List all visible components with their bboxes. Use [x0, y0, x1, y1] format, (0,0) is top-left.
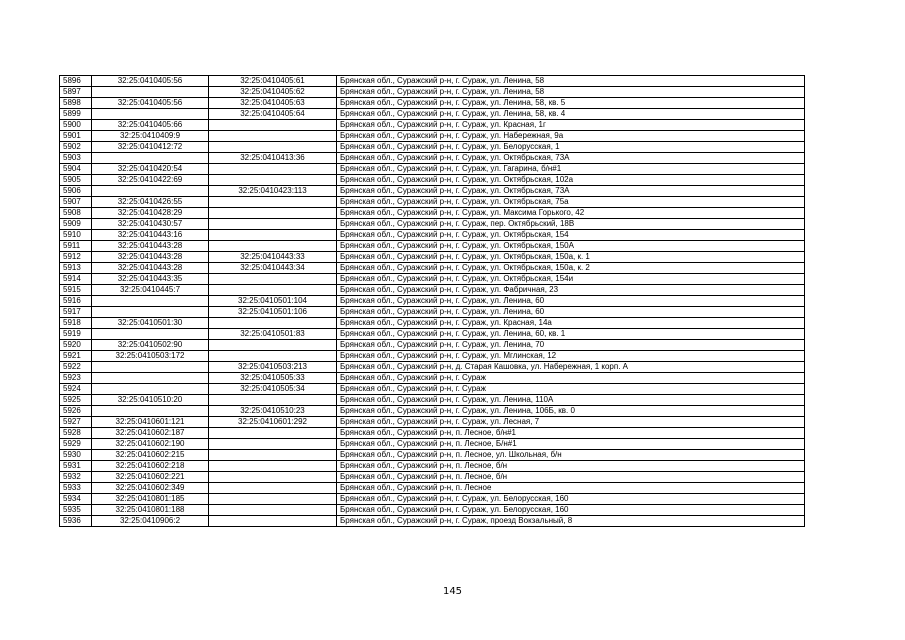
table-row: [60, 395, 805, 406]
parcel-cadastral-number-cell: 32:25:0410420:54: [92, 164, 209, 175]
parcel-cadastral-number-cell: 32:25:0410430:57: [92, 219, 209, 230]
address-cell: Брянская обл., Суражский р-н, г. Сураж, пер. Октябрьский, 18В: [337, 219, 805, 230]
row-number-cell: 5911: [60, 241, 92, 252]
building-cadastral-number-cell: [209, 505, 337, 516]
parcel-cadastral-number-cell: 32:25:0410405:66: [92, 120, 209, 131]
table-row: [60, 274, 805, 285]
row-number-cell: 5913: [60, 263, 92, 274]
row-number-cell: 5925: [60, 395, 92, 406]
table-row: [60, 439, 805, 450]
address-cell: Брянская обл., Суражский р-н, г. Сураж, ул. Лесная, 7: [337, 417, 805, 428]
table-row: [60, 87, 805, 98]
building-cadastral-number-cell: [209, 208, 337, 219]
parcel-cadastral-number-cell: 32:25:0410405:56: [92, 98, 209, 109]
row-number-cell: 5916: [60, 296, 92, 307]
row-number-cell: 5934: [60, 494, 92, 505]
building-cadastral-number-cell: [209, 472, 337, 483]
address-cell: Брянская обл., Суражский р-н, г. Сураж, ул. Октябрьская, 75а: [337, 197, 805, 208]
table-row: [60, 109, 805, 120]
parcel-cadastral-number-cell: 32:25:0410602:218: [92, 461, 209, 472]
parcel-cadastral-number-cell: [92, 296, 209, 307]
building-cadastral-number-cell: [209, 197, 337, 208]
building-cadastral-number-cell: [209, 274, 337, 285]
row-number-cell: 5903: [60, 153, 92, 164]
table-row: [60, 516, 805, 527]
building-cadastral-number-cell: [209, 428, 337, 439]
parcel-cadastral-number-cell: [92, 153, 209, 164]
building-cadastral-number-cell: [209, 450, 337, 461]
row-number-cell: 5910: [60, 230, 92, 241]
address-cell: Брянская обл., Суражский р-н, г. Сураж, ул. Октябрьская, 150А: [337, 241, 805, 252]
parcel-cadastral-number-cell: [92, 329, 209, 340]
building-cadastral-number-cell: [209, 494, 337, 505]
address-cell: Брянская обл., Суражский р-н, г. Сураж, ул. Максима Горького, 42: [337, 208, 805, 219]
parcel-cadastral-number-cell: 32:25:0410906:2: [92, 516, 209, 527]
building-cadastral-number-cell: 32:25:0410501:106: [209, 307, 337, 318]
row-number-cell: 5912: [60, 252, 92, 263]
table-row: [60, 241, 805, 252]
address-cell: Брянская обл., Суражский р-н, г. Сураж, ул. Октябрьская, 150а, к. 1: [337, 252, 805, 263]
building-cadastral-number-cell: [209, 340, 337, 351]
row-number-cell: 5898: [60, 98, 92, 109]
address-cell: Брянская обл., Суражский р-н, г. Сураж, ул. Гагарина, б/н#1: [337, 164, 805, 175]
table-row: [60, 406, 805, 417]
parcel-cadastral-number-cell: 32:25:0410443:28: [92, 241, 209, 252]
table-row: [60, 340, 805, 351]
row-number-cell: 5907: [60, 197, 92, 208]
address-cell: Брянская обл., Суражский р-н, г. Сураж, ул. Белорусская, 1: [337, 142, 805, 153]
address-cell: Брянская обл., Суражский р-н, п. Лесное, б/н: [337, 461, 805, 472]
address-cell: Брянская обл., Суражский р-н, п. Лесное, б/н: [337, 472, 805, 483]
table-row: [60, 505, 805, 516]
building-cadastral-number-cell: 32:25:0410405:64: [209, 109, 337, 120]
parcel-cadastral-number-cell: 32:25:0410443:16: [92, 230, 209, 241]
address-cell: Брянская обл., Суражский р-н, г. Сураж, проезд Вокзальный, 8: [337, 516, 805, 527]
building-cadastral-number-cell: [209, 241, 337, 252]
table-row: [60, 384, 805, 395]
parcel-cadastral-number-cell: [92, 307, 209, 318]
parcel-cadastral-number-cell: 32:25:0410426:55: [92, 197, 209, 208]
address-cell: Брянская обл., Суражский р-н, г. Сураж, ул. Фабричная, 23: [337, 285, 805, 296]
building-cadastral-number-cell: 32:25:0410405:63: [209, 98, 337, 109]
building-cadastral-number-cell: 32:25:0410505:34: [209, 384, 337, 395]
building-cadastral-number-cell: 32:25:0410501:83: [209, 329, 337, 340]
parcel-cadastral-number-cell: 32:25:0410501:30: [92, 318, 209, 329]
building-cadastral-number-cell: 32:25:0410503:213: [209, 362, 337, 373]
parcel-cadastral-number-cell: 32:25:0410409:9: [92, 131, 209, 142]
building-cadastral-number-cell: 32:25:0410510:23: [209, 406, 337, 417]
parcel-cadastral-number-cell: 32:25:0410443:35: [92, 274, 209, 285]
table-row: [60, 76, 805, 87]
parcel-cadastral-number-cell: 32:25:0410801:188: [92, 505, 209, 516]
building-cadastral-number-cell: [209, 175, 337, 186]
row-number-cell: 5897: [60, 87, 92, 98]
parcel-cadastral-number-cell: [92, 373, 209, 384]
building-cadastral-number-cell: 32:25:0410443:34: [209, 263, 337, 274]
address-cell: Брянская обл., Суражский р-н, п. Лесное, б/н#1: [337, 428, 805, 439]
parcel-cadastral-number-cell: 32:25:0410601:121: [92, 417, 209, 428]
parcel-cadastral-number-cell: 32:25:0410422:69: [92, 175, 209, 186]
row-number-cell: 5915: [60, 285, 92, 296]
address-cell: Брянская обл., Суражский р-н, п. Лесное, ул. Школьная, б/н: [337, 450, 805, 461]
row-number-cell: 5904: [60, 164, 92, 175]
building-cadastral-number-cell: [209, 516, 337, 527]
row-number-cell: 5929: [60, 439, 92, 450]
row-number-cell: 5928: [60, 428, 92, 439]
row-number-cell: 5923: [60, 373, 92, 384]
row-number-cell: 5922: [60, 362, 92, 373]
building-cadastral-number-cell: [209, 219, 337, 230]
row-number-cell: 5926: [60, 406, 92, 417]
row-number-cell: 5900: [60, 120, 92, 131]
row-number-cell: 5906: [60, 186, 92, 197]
building-cadastral-number-cell: [209, 461, 337, 472]
row-number-cell: 5919: [60, 329, 92, 340]
table-row: [60, 120, 805, 131]
address-cell: Брянская обл., Суражский р-н, г. Сураж: [337, 373, 805, 384]
row-number-cell: 5901: [60, 131, 92, 142]
address-cell: Брянская обл., Суражский р-н, г. Сураж, ул. Ленина, 58: [337, 76, 805, 87]
building-cadastral-number-cell: [209, 230, 337, 241]
table-row: [60, 164, 805, 175]
building-cadastral-number-cell: [209, 131, 337, 142]
table-row: [60, 318, 805, 329]
row-number-cell: 5899: [60, 109, 92, 120]
address-cell: Брянская обл., Суражский р-н, г. Сураж, ул. Красная, 1г: [337, 120, 805, 131]
parcel-cadastral-number-cell: 32:25:0410412:72: [92, 142, 209, 153]
building-cadastral-number-cell: 32:25:0410501:104: [209, 296, 337, 307]
parcel-cadastral-number-cell: 32:25:0410428:29: [92, 208, 209, 219]
row-number-cell: 5909: [60, 219, 92, 230]
address-cell: Брянская обл., Суражский р-н, г. Сураж, ул. Ленина, 58, кв. 5: [337, 98, 805, 109]
parcel-cadastral-number-cell: 32:25:0410602:349: [92, 483, 209, 494]
building-cadastral-number-cell: 32:25:0410423:113: [209, 186, 337, 197]
row-number-cell: 5918: [60, 318, 92, 329]
table-row: [60, 329, 805, 340]
table-row: [60, 142, 805, 153]
building-cadastral-number-cell: 32:25:0410443:33: [209, 252, 337, 263]
address-cell: Брянская обл., Суражский р-н, г. Сураж, ул. Красная, 14а: [337, 318, 805, 329]
building-cadastral-number-cell: [209, 120, 337, 131]
address-cell: Брянская обл., Суражский р-н, п. Лесное, Б/н#1: [337, 439, 805, 450]
building-cadastral-number-cell: 32:25:0410601:292: [209, 417, 337, 428]
parcel-cadastral-number-cell: 32:25:0410801:185: [92, 494, 209, 505]
row-number-cell: 5917: [60, 307, 92, 318]
building-cadastral-number-cell: [209, 164, 337, 175]
address-cell: Брянская обл., Суражский р-н, г. Сураж, ул. Белорусская, 160: [337, 494, 805, 505]
parcel-cadastral-number-cell: 32:25:0410602:221: [92, 472, 209, 483]
parcel-cadastral-number-cell: [92, 406, 209, 417]
table-row: [60, 252, 805, 263]
building-cadastral-number-cell: 32:25:0410413:36: [209, 153, 337, 164]
table-row: [60, 285, 805, 296]
page-number: 145: [442, 586, 463, 597]
table-row: [60, 263, 805, 274]
parcel-cadastral-number-cell: 32:25:0410602:190: [92, 439, 209, 450]
parcel-cadastral-number-cell: 32:25:0410510:20: [92, 395, 209, 406]
parcel-cadastral-number-cell: 32:25:0410405:56: [92, 76, 209, 87]
table-row: [60, 461, 805, 472]
address-cell: Брянская обл., Суражский р-н, г. Сураж, ул. Ленина, 60, кв. 1: [337, 329, 805, 340]
table-row: [60, 208, 805, 219]
table-row: [60, 153, 805, 164]
table-row: [60, 230, 805, 241]
row-number-cell: 5896: [60, 76, 92, 87]
address-cell: Брянская обл., Суражский р-н, г. Сураж, ул. Ленина, 106Б, кв. 0: [337, 406, 805, 417]
row-number-cell: 5902: [60, 142, 92, 153]
address-cell: Брянская обл., Суражский р-н, г. Сураж, ул. Ленина, 60: [337, 307, 805, 318]
row-number-cell: 5921: [60, 351, 92, 362]
address-cell: Брянская обл., Суражский р-н, г. Сураж, ул. Октябрьская, 73А: [337, 186, 805, 197]
address-cell: Брянская обл., Суражский р-н, п. Лесное: [337, 483, 805, 494]
address-cell: Брянская обл., Суражский р-н, г. Сураж, ул. Ленина, 60: [337, 296, 805, 307]
parcel-cadastral-number-cell: 32:25:0410602:187: [92, 428, 209, 439]
table-row: [60, 307, 805, 318]
building-cadastral-number-cell: [209, 439, 337, 450]
building-cadastral-number-cell: [209, 318, 337, 329]
table-row: [60, 186, 805, 197]
parcel-cadastral-number-cell: [92, 87, 209, 98]
address-cell: Брянская обл., Суражский р-н, г. Сураж, ул. Октябрьская, 154и: [337, 274, 805, 285]
table-row: [60, 175, 805, 186]
row-number-cell: 5905: [60, 175, 92, 186]
table-row: [60, 131, 805, 142]
parcel-cadastral-number-cell: 32:25:0410602:215: [92, 450, 209, 461]
building-cadastral-number-cell: [209, 483, 337, 494]
table-row: [60, 219, 805, 230]
parcel-cadastral-number-cell: 32:25:0410443:28: [92, 263, 209, 274]
row-number-cell: 5927: [60, 417, 92, 428]
address-cell: Брянская обл., Суражский р-н, г. Сураж: [337, 384, 805, 395]
address-cell: Брянская обл., Суражский р-н, г. Сураж, ул. Ленина, 58: [337, 87, 805, 98]
building-cadastral-number-cell: 32:25:0410405:61: [209, 76, 337, 87]
row-number-cell: 5932: [60, 472, 92, 483]
table-row: [60, 373, 805, 384]
row-number-cell: 5924: [60, 384, 92, 395]
row-number-cell: 5920: [60, 340, 92, 351]
address-cell: Брянская обл., Суражский р-н, г. Сураж, ул. Октябрьская, 150а, к. 2: [337, 263, 805, 274]
table-body: [60, 76, 805, 527]
building-cadastral-number-cell: 32:25:0410405:62: [209, 87, 337, 98]
address-cell: Брянская обл., Суражский р-н, д. Старая Кашовка, ул. Набережная, 1 корп. А: [337, 362, 805, 373]
row-number-cell: 5936: [60, 516, 92, 527]
address-cell: Брянская обл., Суражский р-н, г. Сураж, ул. Набережная, 9а: [337, 131, 805, 142]
parcel-cadastral-number-cell: 32:25:0410503:172: [92, 351, 209, 362]
address-cell: Брянская обл., Суражский р-н, г. Сураж, ул. Белорусская, 160: [337, 505, 805, 516]
building-cadastral-number-cell: 32:25:0410505:33: [209, 373, 337, 384]
table-row: [60, 98, 805, 109]
cadastral-table: [59, 75, 805, 527]
address-cell: Брянская обл., Суражский р-н, г. Сураж, ул. Ленина, 58, кв. 4: [337, 109, 805, 120]
row-number-cell: 5914: [60, 274, 92, 285]
address-cell: Брянская обл., Суражский р-н, г. Сураж, ул. Октябрьская, 73А: [337, 153, 805, 164]
building-cadastral-number-cell: [209, 285, 337, 296]
row-number-cell: 5930: [60, 450, 92, 461]
building-cadastral-number-cell: [209, 351, 337, 362]
address-cell: Брянская обл., Суражский р-н, г. Сураж, ул. Ленина, 70: [337, 340, 805, 351]
table-row: [60, 197, 805, 208]
parcel-cadastral-number-cell: 32:25:0410445:7: [92, 285, 209, 296]
building-cadastral-number-cell: [209, 142, 337, 153]
address-cell: Брянская обл., Суражский р-н, г. Сураж, ул. Октябрьская, 154: [337, 230, 805, 241]
row-number-cell: 5931: [60, 461, 92, 472]
address-cell: Брянская обл., Суражский р-н, г. Сураж, ул. Мглинская, 12: [337, 351, 805, 362]
row-number-cell: 5933: [60, 483, 92, 494]
table-row: [60, 296, 805, 307]
building-cadastral-number-cell: [209, 395, 337, 406]
table-row: [60, 450, 805, 461]
table-row: [60, 351, 805, 362]
table-row: [60, 494, 805, 505]
parcel-cadastral-number-cell: [92, 109, 209, 120]
table-row: [60, 483, 805, 494]
table-row: [60, 428, 805, 439]
parcel-cadastral-number-cell: [92, 384, 209, 395]
parcel-cadastral-number-cell: 32:25:0410502:90: [92, 340, 209, 351]
parcel-cadastral-number-cell: [92, 186, 209, 197]
table-row: [60, 472, 805, 483]
row-number-cell: 5935: [60, 505, 92, 516]
table-row: [60, 362, 805, 373]
address-cell: Брянская обл., Суражский р-н, г. Сураж, ул. Октябрьская, 102а: [337, 175, 805, 186]
table-row: [60, 417, 805, 428]
parcel-cadastral-number-cell: 32:25:0410443:28: [92, 252, 209, 263]
row-number-cell: 5908: [60, 208, 92, 219]
parcel-cadastral-number-cell: [92, 362, 209, 373]
address-cell: Брянская обл., Суражский р-н, г. Сураж, ул. Ленина, 110А: [337, 395, 805, 406]
